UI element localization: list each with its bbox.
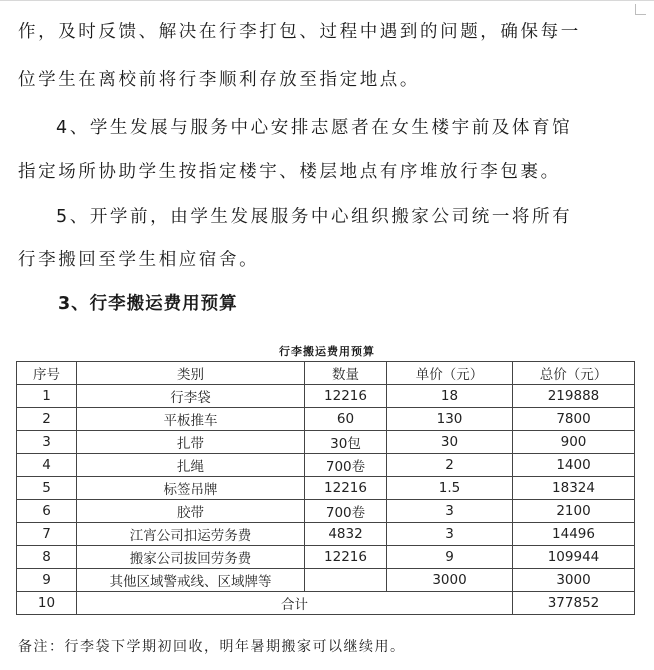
table-row xyxy=(17,546,635,569)
cell-quantity: 30包 xyxy=(305,431,387,454)
cell-category: 平板推车 xyxy=(77,408,305,431)
cell-total-label: 合计 xyxy=(77,592,513,615)
cell-no: 9 xyxy=(17,569,77,592)
table-row xyxy=(17,454,635,477)
cell-no: 6 xyxy=(17,500,77,523)
table-row xyxy=(17,431,635,454)
table-row xyxy=(17,500,635,523)
cell-category: 江宵公司扣运劳务费 xyxy=(77,523,305,546)
cell-total: 14496 xyxy=(513,523,635,546)
cell-quantity: 60 xyxy=(305,408,387,431)
cell-unit-price: 3 xyxy=(387,523,513,546)
cell-category: 扎绳 xyxy=(77,454,305,477)
cell-unit-price: 1.5 xyxy=(387,477,513,500)
body-line-2: 位学生在离校前将行李顺利存放至指定地点。 xyxy=(18,70,420,90)
header-total: 总价（元） xyxy=(513,362,635,385)
header-no: 序号 xyxy=(17,362,77,385)
cell-no: 1 xyxy=(17,385,77,408)
cell-quantity: 12216 xyxy=(305,477,387,500)
footnote: 备注：行李袋下学期初回收，明年暑期搬家可以继续用。 xyxy=(18,639,406,655)
cell-unit-price: 2 xyxy=(387,454,513,477)
body-line-6: 行李搬回至学生相应宿舍。 xyxy=(18,250,260,270)
cell-category: 其他区域警戒线、区域牌等 xyxy=(77,569,305,592)
cell-category: 胶带 xyxy=(77,500,305,523)
table-header-row xyxy=(17,362,635,385)
cell-quantity: 4832 xyxy=(305,523,387,546)
page-corner-mark xyxy=(635,4,646,15)
cell-no: 3 xyxy=(17,431,77,454)
cell-total: 2100 xyxy=(513,500,635,523)
cell-no: 10 xyxy=(17,592,77,615)
cell-unit-price: 30 xyxy=(387,431,513,454)
cell-quantity: 12216 xyxy=(305,385,387,408)
cell-total: 7800 xyxy=(513,408,635,431)
header-quantity: 数量 xyxy=(305,362,387,385)
cell-no: 7 xyxy=(17,523,77,546)
cell-category: 扎带 xyxy=(77,431,305,454)
cell-quantity: 12216 xyxy=(305,546,387,569)
cell-no: 8 xyxy=(17,546,77,569)
budget-table xyxy=(16,361,635,615)
cell-grand-total: 377852 xyxy=(513,592,635,615)
table-row-9 xyxy=(17,569,635,592)
header-category: 类别 xyxy=(77,362,305,385)
top-rule xyxy=(0,0,654,1)
cell-unit-price: 3 xyxy=(387,500,513,523)
cell-no: 5 xyxy=(17,477,77,500)
cell-total: 1400 xyxy=(513,454,635,477)
body-line-5: 5、开学前，由学生发展服务中心组织搬家公司统一将所有 xyxy=(56,207,573,227)
body-line-3: 4、学生发展与服务中心安排志愿者在女生楼宇前及体育馆 xyxy=(56,118,573,138)
cell-no: 4 xyxy=(17,454,77,477)
cell-unit-price: 130 xyxy=(387,408,513,431)
section-heading: 3、行李搬运费用预算 xyxy=(58,294,238,314)
cell-unit-price: 9 xyxy=(387,546,513,569)
table-caption: 行李搬运费用预算 xyxy=(279,345,375,358)
table-row xyxy=(17,385,635,408)
table-row-total xyxy=(17,592,635,615)
cell-category: 行李袋 xyxy=(77,385,305,408)
cell-quantity xyxy=(305,569,387,592)
cell-category: 搬家公司拔回劳务费 xyxy=(77,546,305,569)
cell-total: 18324 xyxy=(513,477,635,500)
body-line-1: 作，及时反馈、解决在行李打包、过程中遇到的问题，确保每一 xyxy=(18,22,581,42)
header-unit-price: 单价（元） xyxy=(387,362,513,385)
cell-quantity: 700卷 xyxy=(305,454,387,477)
body-line-4: 指定场所协助学生按指定楼宇、楼层地点有序堆放行李包裹。 xyxy=(18,162,561,182)
cell-unit-price: 3000 xyxy=(387,569,513,592)
cell-total: 109944 xyxy=(513,546,635,569)
cell-total: 219888 xyxy=(513,385,635,408)
cell-total: 3000 xyxy=(513,569,635,592)
cell-quantity: 700卷 xyxy=(305,500,387,523)
cell-total: 900 xyxy=(513,431,635,454)
table-row xyxy=(17,523,635,546)
table-row xyxy=(17,477,635,500)
table-row xyxy=(17,408,635,431)
cell-category: 标签吊牌 xyxy=(77,477,305,500)
cell-no: 2 xyxy=(17,408,77,431)
cell-unit-price: 18 xyxy=(387,385,513,408)
